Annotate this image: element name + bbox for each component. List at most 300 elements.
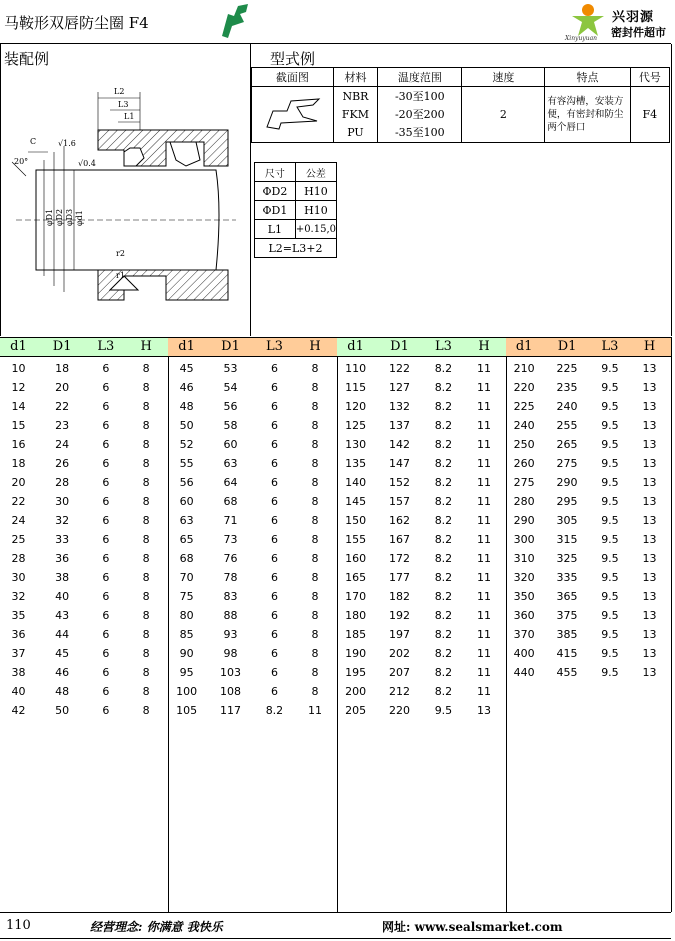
table-row: [168, 625, 337, 644]
data-column-header: [168, 337, 337, 357]
header-h: H: [140, 339, 152, 354]
cell-d1: 172: [389, 552, 411, 565]
tol-header-tol: 公差: [295, 163, 336, 182]
cell-h: 8: [142, 438, 150, 451]
cell-d1: 24: [55, 438, 70, 451]
cell-h: 13: [642, 495, 657, 508]
cell-l3: 8.2: [434, 628, 453, 641]
cell-d1: 58: [223, 419, 238, 432]
cell-l3: 8.2: [434, 590, 453, 603]
website: 网址: www.sealsmarket.com: [382, 920, 563, 934]
header-h: H: [478, 339, 490, 354]
table-row: [506, 511, 671, 530]
cell-d1: 20: [55, 381, 70, 394]
cell-h: 11: [477, 571, 491, 584]
cell-h: 13: [642, 533, 657, 546]
cell-d1: 30: [11, 571, 26, 584]
table-row: [337, 435, 506, 454]
cell-h: 8: [311, 457, 319, 470]
cell-l3: 6: [270, 495, 278, 508]
cell-h: 8: [311, 609, 319, 622]
cell-d1: 170: [345, 590, 367, 603]
table-row: [506, 549, 671, 568]
data-column: [0, 337, 169, 912]
cell-d1: 305: [556, 514, 578, 527]
radius-label-r1: r1: [116, 271, 125, 280]
table-row: [0, 625, 168, 644]
cell-d1: 265: [556, 438, 578, 451]
cell-d1: 46: [179, 381, 194, 394]
table-row: [506, 435, 671, 454]
cell-h: 13: [642, 400, 657, 413]
table-row: [168, 454, 337, 473]
cell-d1: 137: [389, 419, 411, 432]
cell-h: 8: [311, 552, 319, 565]
cell-d1: 30: [55, 495, 70, 508]
table-row: [168, 530, 337, 549]
data-column-header: [337, 337, 506, 357]
header-h: H: [643, 339, 656, 354]
cell-d1: 60: [223, 438, 238, 451]
cell-l3: 6: [270, 438, 278, 451]
cell-d1: 52: [179, 438, 194, 451]
cell-l3: 9.5: [601, 533, 619, 546]
bottom-rule: [0, 938, 671, 939]
seal-section-icon: [257, 91, 327, 135]
cell-d1: 202: [389, 647, 411, 660]
data-column-header: [0, 337, 168, 357]
header-d1: D1: [52, 339, 72, 354]
table-row: [0, 511, 168, 530]
cell-l3: 6: [102, 362, 110, 375]
table-row: [506, 530, 671, 549]
cell-d1: 24: [11, 514, 26, 527]
cell-l3: 8.2: [434, 438, 453, 451]
cell-h: 8: [311, 381, 319, 394]
tolerance-table: [254, 162, 337, 258]
cell-h: 8: [142, 685, 150, 698]
cell-l3: 9.5: [601, 609, 619, 622]
temp-cell: [378, 87, 462, 143]
cell-d1: 275: [556, 457, 578, 470]
cell-d1: 182: [389, 590, 411, 603]
cell-l3: 6: [270, 419, 278, 432]
cell-l3: 9.5: [601, 647, 619, 660]
cell-d1: 44: [55, 628, 70, 641]
cell-l3: 8.2: [434, 495, 453, 508]
material-nbr: NBR: [342, 89, 369, 103]
cell-d1: 225: [556, 362, 578, 375]
cell-d1: 150: [345, 514, 367, 527]
type-header-temp: 温度范围: [378, 68, 462, 87]
cell-l3: 6: [102, 628, 110, 641]
table-row: [506, 587, 671, 606]
cell-d1: 180: [345, 609, 367, 622]
cell-d1: 53: [223, 362, 238, 375]
table-row: [337, 663, 506, 682]
data-column-header: [506, 337, 671, 357]
cell-l3: 6: [270, 533, 278, 546]
cell-h: 13: [642, 590, 657, 603]
cell-d1: 385: [556, 628, 578, 641]
cell-d1: 15: [11, 419, 26, 432]
table-row: [0, 606, 168, 625]
cell-d1: 98: [223, 647, 238, 660]
cell-d1: 60: [179, 495, 194, 508]
cell-h: 8: [142, 457, 150, 470]
cell-h: 8: [142, 381, 150, 394]
table-row: [337, 587, 506, 606]
header-d1: d1: [347, 339, 364, 354]
cell-h: 8: [142, 571, 150, 584]
table-row: [168, 435, 337, 454]
cell-d1: 50: [179, 419, 194, 432]
table-row: [506, 492, 671, 511]
cell-h: 11: [477, 533, 491, 546]
cell-d1: 78: [223, 571, 238, 584]
logo-subtitle: 密封件超市: [611, 26, 666, 39]
cell-l3: 6: [270, 647, 278, 660]
table-row: [0, 454, 168, 473]
cell-d1: 68: [179, 552, 194, 565]
tol-value: H10: [295, 182, 336, 201]
cell-l3: 9.5: [434, 704, 453, 717]
cell-d1: 195: [345, 666, 367, 679]
cell-l3: 6: [270, 457, 278, 470]
cell-l3: 8.2: [434, 685, 453, 698]
cell-d1: 65: [179, 533, 194, 546]
cell-d1: 28: [11, 552, 26, 565]
cell-l3: 6: [102, 438, 110, 451]
cell-d1: 40: [55, 590, 70, 603]
cell-l3: 6: [270, 590, 278, 603]
header-l3: L3: [265, 339, 283, 354]
cell-d1: 295: [556, 495, 578, 508]
type-header-speed: 速度: [462, 68, 545, 87]
cell-d1: 225: [513, 400, 535, 413]
cell-h: 11: [477, 457, 491, 470]
cell-h: 11: [477, 609, 491, 622]
cell-l3: 6: [102, 685, 110, 698]
cell-d1: 365: [556, 590, 578, 603]
cell-d1: 33: [55, 533, 70, 546]
cell-h: 13: [477, 704, 491, 717]
cell-h: 13: [642, 514, 657, 527]
tol-size: ΦD1: [255, 201, 296, 220]
cell-h: 11: [477, 362, 491, 375]
dim-label-l3: L3: [118, 100, 129, 109]
cell-h: 8: [142, 628, 150, 641]
cell-h: 11: [477, 400, 491, 413]
cell-d1: 440: [513, 666, 535, 679]
cell-h: 11: [477, 381, 491, 394]
cell-d1: 192: [389, 609, 411, 622]
cell-d1: 14: [11, 400, 26, 413]
cell-h: 8: [142, 419, 150, 432]
cell-h: 13: [642, 571, 657, 584]
cell-l3: 9.5: [601, 495, 619, 508]
cell-h: 8: [311, 533, 319, 546]
table-row: [168, 378, 337, 397]
table-row: [506, 359, 671, 378]
cell-d1: 127: [389, 381, 411, 394]
cell-l3: 9.5: [601, 571, 619, 584]
table-row: [337, 454, 506, 473]
cell-d1: 300: [513, 533, 535, 546]
cell-d1: 140: [345, 476, 367, 489]
cell-l3: 6: [102, 704, 110, 717]
cell-l3: 9.5: [601, 381, 619, 394]
cell-h: 8: [311, 590, 319, 603]
cell-h: 13: [642, 552, 657, 565]
cell-l3: 9.5: [601, 400, 619, 413]
table-row: [0, 378, 168, 397]
cell-d1: 22: [11, 495, 26, 508]
cell-d1: 375: [556, 609, 578, 622]
cell-d1: 207: [389, 666, 411, 679]
cell-d1: 22: [55, 400, 70, 413]
cell-d1: 48: [55, 685, 70, 698]
cell-d1: 162: [389, 514, 411, 527]
table-row: [168, 682, 337, 701]
cell-d1: 370: [513, 628, 535, 641]
cell-d1: 400: [513, 647, 535, 660]
cell-d1: 68: [223, 495, 238, 508]
logo-english: Xinyuyuan: [565, 35, 598, 42]
cell-d1: 83: [223, 590, 238, 603]
table-row: [0, 587, 168, 606]
cell-d1: 125: [345, 419, 367, 432]
cell-d1: 157: [389, 495, 411, 508]
cell-d1: 110: [345, 362, 367, 375]
cell-d1: 42: [11, 704, 26, 717]
table-row: [506, 644, 671, 663]
cell-d1: 88: [223, 609, 238, 622]
cell-d1: 220: [389, 704, 411, 717]
footer-rule: [0, 912, 671, 913]
cell-l3: 6: [270, 400, 278, 413]
logo-brand: 兴羽源: [612, 10, 655, 25]
table-row: [337, 701, 506, 720]
table-row: [168, 511, 337, 530]
cell-d1: 56: [179, 476, 194, 489]
cell-d1: 147: [389, 457, 411, 470]
cell-d1: 28: [55, 476, 70, 489]
cell-d1: 185: [345, 628, 367, 641]
cell-l3: 6: [270, 685, 278, 698]
table-row: [337, 416, 506, 435]
cell-l3: 6: [270, 609, 278, 622]
cell-l3: 8.2: [434, 400, 453, 413]
cell-l3: 8.2: [434, 514, 453, 527]
table-row: [168, 397, 337, 416]
cell-l3: 8.2: [265, 704, 284, 717]
cell-h: 11: [477, 552, 491, 565]
data-column: [506, 337, 672, 912]
cell-d1: 152: [389, 476, 411, 489]
table-row: [337, 359, 506, 378]
cell-h: 8: [142, 533, 150, 546]
type-title: 型式例: [270, 50, 316, 68]
cell-h: 8: [142, 400, 150, 413]
tol-header-size: 尺寸: [255, 163, 296, 182]
header-d1: D1: [390, 339, 409, 354]
type-table: [251, 67, 670, 143]
cell-d1: 260: [513, 457, 535, 470]
table-row: [506, 397, 671, 416]
cell-l3: 6: [102, 381, 110, 394]
cell-d1: 130: [345, 438, 367, 451]
cell-d1: 100: [176, 685, 198, 698]
roughness-label-a: √1.6: [58, 139, 76, 148]
logo-mascot-icon: [568, 2, 608, 36]
table-row: [337, 644, 506, 663]
type-header-section: 截面图: [252, 68, 334, 87]
cell-d1: 40: [11, 685, 26, 698]
seal-profile-icon: [218, 2, 254, 42]
table-row: [0, 568, 168, 587]
cell-l3: 6: [102, 476, 110, 489]
cell-d1: 115: [345, 381, 367, 394]
table-row: [0, 701, 168, 720]
cell-h: 13: [642, 476, 657, 489]
cell-d1: 71: [223, 514, 238, 527]
cell-d1: 197: [389, 628, 411, 641]
type-header-code: 代号: [630, 68, 669, 87]
cell-h: 11: [308, 704, 322, 717]
table-row: [337, 682, 506, 701]
cell-h: 11: [477, 590, 491, 603]
cell-h: 11: [477, 628, 491, 641]
table-row: [337, 492, 506, 511]
cell-d1: 105: [176, 704, 198, 717]
cell-d1: 205: [345, 704, 367, 717]
cell-d1: 36: [11, 628, 26, 641]
cell-l3: 9.5: [601, 590, 619, 603]
cell-d1: 16: [11, 438, 26, 451]
cell-l3: 6: [102, 552, 110, 565]
table-row: [337, 397, 506, 416]
cell-d1: 36: [55, 552, 70, 565]
temp-nbr: -30至100: [394, 89, 445, 103]
table-row: [0, 663, 168, 682]
angle-label: 20°: [14, 157, 29, 166]
cell-h: 11: [477, 514, 491, 527]
cell-d1: 142: [389, 438, 411, 451]
table-row: [506, 606, 671, 625]
cell-d1: 48: [179, 400, 194, 413]
temp-pu: -35至100: [394, 125, 445, 139]
cell-d1: 360: [513, 609, 535, 622]
table-row: [337, 606, 506, 625]
speed-value: 2: [462, 87, 545, 143]
cell-d1: 23: [55, 419, 70, 432]
cell-d1: 93: [223, 628, 238, 641]
table-row: [506, 473, 671, 492]
cell-l3: 8.2: [434, 552, 453, 565]
cell-d1: 255: [556, 419, 578, 432]
table-row: [0, 682, 168, 701]
cell-d1: 177: [389, 571, 411, 584]
tol-value: +0.15,0: [295, 220, 336, 239]
table-row: [168, 663, 337, 682]
table-row: [0, 473, 168, 492]
cell-h: 8: [311, 476, 319, 489]
section-profile-cell: [252, 87, 334, 143]
cell-d1: 32: [55, 514, 70, 527]
cell-d1: 70: [179, 571, 194, 584]
cell-d1: 280: [513, 495, 535, 508]
table-row: [0, 416, 168, 435]
cell-l3: 8.2: [434, 419, 453, 432]
cell-d1: 75: [179, 590, 194, 603]
temp-fkm: -20至200: [394, 107, 445, 121]
table-row: [168, 359, 337, 378]
cell-d1: 12: [11, 381, 26, 394]
cell-d1: 80: [179, 609, 194, 622]
cell-d1: 132: [389, 400, 411, 413]
cell-l3: 6: [270, 362, 278, 375]
table-row: [168, 492, 337, 511]
cell-l3: 8.2: [434, 476, 453, 489]
cell-d1: 290: [556, 476, 578, 489]
cell-d1: 325: [556, 552, 578, 565]
cell-h: 13: [642, 666, 657, 679]
data-column: [337, 337, 507, 912]
cell-l3: 6: [270, 476, 278, 489]
table-row: [0, 435, 168, 454]
cell-d1: 37: [11, 647, 26, 660]
cell-h: 8: [311, 362, 319, 375]
radius-label-r2: r2: [116, 249, 125, 258]
cell-h: 8: [311, 419, 319, 432]
cell-l3: 6: [102, 609, 110, 622]
cell-d1: 250: [513, 438, 535, 451]
cell-l3: 6: [102, 419, 110, 432]
cell-d1: 108: [220, 685, 242, 698]
dim-label-l2: L2: [114, 87, 125, 96]
cell-h: 13: [642, 381, 657, 394]
cell-h: 8: [142, 362, 150, 375]
cell-d1: 64: [223, 476, 238, 489]
cell-h: 13: [642, 609, 657, 622]
cell-d1: 210: [513, 362, 535, 375]
cell-l3: 9.5: [601, 419, 619, 432]
cell-l3: 9.5: [601, 438, 619, 451]
cell-d1: 45: [55, 647, 70, 660]
cell-d1: 95: [179, 666, 194, 679]
cell-d1: 160: [345, 552, 367, 565]
material-pu: PU: [347, 125, 364, 139]
header-d1: d1: [178, 339, 195, 354]
cell-h: 13: [642, 457, 657, 470]
table-row: [506, 663, 671, 682]
cell-l3: 8.2: [434, 666, 453, 679]
cell-d1: 63: [179, 514, 194, 527]
code-value: F4: [630, 87, 669, 143]
cell-h: 8: [311, 571, 319, 584]
cell-h: 8: [311, 438, 319, 451]
dim-label-d2: φD2: [55, 208, 64, 226]
cell-l3: 6: [102, 647, 110, 660]
table-row: [337, 378, 506, 397]
table-row: [168, 587, 337, 606]
cell-d1: 90: [179, 647, 194, 660]
cell-d1: 220: [513, 381, 535, 394]
cell-h: 13: [642, 438, 657, 451]
cell-h: 11: [477, 476, 491, 489]
cell-l3: 9.5: [601, 457, 619, 470]
